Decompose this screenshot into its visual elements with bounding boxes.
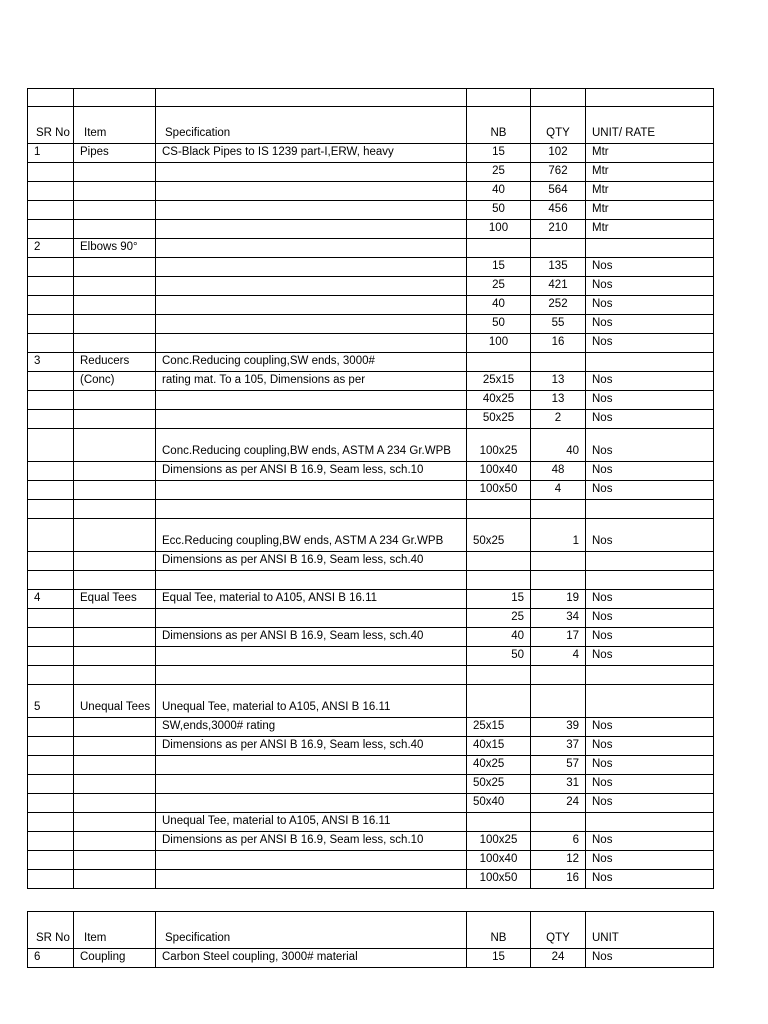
specification-cell <box>156 481 467 500</box>
qty-cell <box>531 500 586 519</box>
sr-no-cell <box>28 794 74 813</box>
item-cell <box>74 870 156 889</box>
qty-cell: 210 <box>531 220 586 239</box>
qty-cell: 34 <box>531 609 586 628</box>
unit-cell: Nos <box>586 718 714 737</box>
specification-cell <box>156 201 467 220</box>
sr-no-cell <box>28 775 74 794</box>
table-row <box>28 571 714 590</box>
qty-cell: 31 <box>531 775 586 794</box>
sr-no-cell <box>28 500 74 519</box>
sr-no-cell: 1 <box>28 144 74 163</box>
specification-cell <box>156 277 467 296</box>
header-specification: Specification <box>156 107 467 144</box>
qty-cell: 6 <box>531 832 586 851</box>
table-row <box>28 481 714 500</box>
item-cell <box>74 609 156 628</box>
item-cell <box>74 718 156 737</box>
unit-cell: Nos <box>586 949 714 968</box>
nb-cell: 40x25 <box>467 756 531 775</box>
specification-cell: Dimensions as per ANSI B 16.9, Seam less, sch.10 <box>156 832 467 851</box>
nb-cell: 15 <box>467 258 531 277</box>
table-row <box>28 258 714 277</box>
table-row <box>28 144 714 163</box>
qty-cell: 39 <box>531 718 586 737</box>
item-cell <box>74 201 156 220</box>
item-cell <box>74 647 156 666</box>
item-cell <box>74 410 156 429</box>
sr-no-cell <box>28 519 74 552</box>
table-row <box>28 334 714 353</box>
item-cell <box>74 296 156 315</box>
nb-cell: 100x25 <box>467 832 531 851</box>
specification-cell <box>156 334 467 353</box>
specification-cell <box>156 296 467 315</box>
sr-no-cell <box>28 334 74 353</box>
sr-no-cell <box>28 372 74 391</box>
header-specification: Specification <box>156 912 467 949</box>
nb-cell: 50x25 <box>467 775 531 794</box>
unit-cell: Nos <box>586 429 714 462</box>
header-item: Item <box>74 107 156 144</box>
specification-cell: Conc.Reducing coupling,BW ends, ASTM A 234 Gr.WPB <box>156 429 467 462</box>
header-sr-no: SR No <box>28 912 74 949</box>
table-row <box>28 296 714 315</box>
unit-cell: Nos <box>586 296 714 315</box>
header-nb: NB <box>467 107 531 144</box>
nb-cell: 15 <box>467 144 531 163</box>
item-cell: Coupling <box>74 949 156 968</box>
unit-cell: Mtr <box>586 220 714 239</box>
item-cell <box>74 756 156 775</box>
specification-cell: Equal Tee, material to A105, ANSI B 16.11 <box>156 590 467 609</box>
sr-no-cell <box>28 851 74 870</box>
sr-no-cell <box>28 628 74 647</box>
sr-no-cell <box>28 429 74 462</box>
specification-cell <box>156 410 467 429</box>
item-cell <box>74 89 156 107</box>
specification-cell: Ecc.Reducing coupling,BW ends, ASTM A 234 Gr.WPB <box>156 519 467 552</box>
header-unit: UNIT <box>586 912 714 949</box>
nb-cell <box>467 666 531 685</box>
specification-cell: SW,ends,3000# rating <box>156 718 467 737</box>
sr-no-cell <box>28 571 74 590</box>
header-qty: QTY <box>531 107 586 144</box>
unit-cell: Nos <box>586 258 714 277</box>
nb-cell: 100 <box>467 220 531 239</box>
unit-cell <box>586 500 714 519</box>
item-cell <box>74 429 156 462</box>
table-row <box>28 737 714 756</box>
item-cell <box>74 851 156 870</box>
sr-no-cell <box>28 609 74 628</box>
unit-cell: Nos <box>586 737 714 756</box>
nb-cell: 40 <box>467 182 531 201</box>
nb-cell: 25x15 <box>467 718 531 737</box>
qty-cell <box>531 353 586 372</box>
nb-cell: 50x25 <box>467 410 531 429</box>
qty-cell: 19 <box>531 590 586 609</box>
specification-cell <box>156 756 467 775</box>
nb-cell: 40x15 <box>467 737 531 756</box>
qty-cell: 57 <box>531 756 586 775</box>
unit-cell: Nos <box>586 277 714 296</box>
specification-cell <box>156 794 467 813</box>
nb-cell: 50 <box>467 315 531 334</box>
item-cell <box>74 832 156 851</box>
nb-cell <box>467 500 531 519</box>
table-row <box>28 500 714 519</box>
specification-cell <box>156 239 467 258</box>
nb-cell <box>467 813 531 832</box>
item-cell <box>74 666 156 685</box>
table-row <box>28 590 714 609</box>
specification-cell <box>156 220 467 239</box>
unit-cell <box>586 89 714 107</box>
qty-cell: 456 <box>531 201 586 220</box>
nb-cell <box>467 571 531 590</box>
qty-cell: 17 <box>531 628 586 647</box>
header-item: Item <box>74 912 156 949</box>
nb-cell: 25 <box>467 163 531 182</box>
specification-cell: Unequal Tee, material to A105, ANSI B 16.11 <box>156 813 467 832</box>
qty-cell: 13 <box>531 391 586 410</box>
specification-cell: Carbon Steel coupling, 3000# material <box>156 949 467 968</box>
qty-cell: 4 <box>531 481 586 500</box>
specification-cell <box>156 666 467 685</box>
nb-cell: 50x40 <box>467 794 531 813</box>
item-cell <box>74 775 156 794</box>
specification-cell: Dimensions as per ANSI B 16.9, Seam less, sch.40 <box>156 737 467 756</box>
sr-no-cell <box>28 647 74 666</box>
item-cell <box>74 258 156 277</box>
table-row <box>28 277 714 296</box>
sr-no-cell <box>28 737 74 756</box>
item-cell <box>74 737 156 756</box>
qty-cell: 55 <box>531 315 586 334</box>
qty-cell: 762 <box>531 163 586 182</box>
item-cell <box>74 163 156 182</box>
item-cell <box>74 315 156 334</box>
unit-cell: Mtr <box>586 201 714 220</box>
specification-cell: Unequal Tee, material to A105, ANSI B 16.11 <box>156 685 467 718</box>
specification-cell <box>156 182 467 201</box>
header-nb: NB <box>467 912 531 949</box>
specification-cell <box>156 89 467 107</box>
specification-cell <box>156 851 467 870</box>
unit-cell: Nos <box>586 334 714 353</box>
sr-no-cell <box>28 666 74 685</box>
table-row <box>28 647 714 666</box>
table-row <box>28 552 714 571</box>
specification-cell: rating mat. To a 105, Dimensions as per <box>156 372 467 391</box>
sr-no-cell <box>28 277 74 296</box>
qty-cell: 16 <box>531 870 586 889</box>
nb-cell: 40 <box>467 628 531 647</box>
qty-cell <box>531 813 586 832</box>
sr-no-cell <box>28 756 74 775</box>
qty-cell: 135 <box>531 258 586 277</box>
specification-cell <box>156 391 467 410</box>
specification-cell: Dimensions as per ANSI B 16.9, Seam less, sch.10 <box>156 462 467 481</box>
unit-cell: Nos <box>586 628 714 647</box>
sr-no-cell <box>28 481 74 500</box>
unit-cell: Nos <box>586 832 714 851</box>
unit-cell: Nos <box>586 391 714 410</box>
unit-cell <box>586 239 714 258</box>
item-cell: Equal Tees <box>74 590 156 609</box>
qty-cell: 4 <box>531 647 586 666</box>
nb-cell: 100 <box>467 334 531 353</box>
unit-cell <box>586 813 714 832</box>
sr-no-cell <box>28 296 74 315</box>
qty-cell <box>531 552 586 571</box>
qty-cell: 37 <box>531 737 586 756</box>
item-cell <box>74 334 156 353</box>
specification-cell <box>156 647 467 666</box>
nb-cell: 50 <box>467 647 531 666</box>
qty-cell: 13 <box>531 372 586 391</box>
qty-cell: 252 <box>531 296 586 315</box>
unit-cell: Nos <box>586 372 714 391</box>
nb-cell <box>467 89 531 107</box>
sr-no-cell: 5 <box>28 685 74 718</box>
item-cell <box>74 391 156 410</box>
sr-no-cell <box>28 832 74 851</box>
qty-cell: 564 <box>531 182 586 201</box>
nb-cell: 100x50 <box>467 481 531 500</box>
nb-cell: 100x40 <box>467 851 531 870</box>
table-row <box>28 182 714 201</box>
header-unit: UNIT/ RATE <box>586 107 714 144</box>
unit-cell: Nos <box>586 590 714 609</box>
specification-cell <box>156 609 467 628</box>
nb-cell: 50x25 <box>467 519 531 552</box>
nb-cell <box>467 685 531 718</box>
item-cell <box>74 628 156 647</box>
table-row <box>28 201 714 220</box>
sr-no-cell <box>28 410 74 429</box>
sr-no-cell: 4 <box>28 590 74 609</box>
table-row <box>28 756 714 775</box>
unit-cell: Nos <box>586 315 714 334</box>
nb-cell: 100x25 <box>467 429 531 462</box>
table-row <box>28 372 714 391</box>
qty-cell: 24 <box>531 794 586 813</box>
unit-cell: Nos <box>586 756 714 775</box>
item-cell <box>74 220 156 239</box>
table-row <box>28 832 714 851</box>
sr-no-cell <box>28 552 74 571</box>
table-row <box>28 391 714 410</box>
sr-no-cell: 2 <box>28 239 74 258</box>
sr-no-cell <box>28 201 74 220</box>
nb-cell <box>467 552 531 571</box>
nb-cell <box>467 239 531 258</box>
nb-cell: 40x25 <box>467 391 531 410</box>
materials-table-continued <box>27 911 714 968</box>
sr-no-cell <box>28 315 74 334</box>
specification-cell: Dimensions as per ANSI B 16.9, Seam less, sch.40 <box>156 628 467 647</box>
table-row <box>28 718 714 737</box>
qty-cell <box>531 685 586 718</box>
qty-cell <box>531 666 586 685</box>
item-cell: Reducers <box>74 353 156 372</box>
table-row <box>28 870 714 889</box>
item-cell <box>74 481 156 500</box>
sr-no-cell <box>28 182 74 201</box>
unit-cell: Nos <box>586 609 714 628</box>
table-row <box>28 851 714 870</box>
qty-cell: 24 <box>531 949 586 968</box>
table-row <box>28 462 714 481</box>
nb-cell: 15 <box>467 590 531 609</box>
table-row <box>28 628 714 647</box>
unit-cell: Nos <box>586 870 714 889</box>
specification-cell <box>156 315 467 334</box>
qty-cell: 421 <box>531 277 586 296</box>
table-row <box>28 949 714 968</box>
sr-no-cell <box>28 391 74 410</box>
nb-cell: 100x50 <box>467 870 531 889</box>
table-row <box>28 519 714 552</box>
table-row <box>28 794 714 813</box>
sr-no-cell: 3 <box>28 353 74 372</box>
nb-cell: 25x15 <box>467 372 531 391</box>
unit-cell: Nos <box>586 794 714 813</box>
item-cell: Unequal Tees <box>74 685 156 718</box>
nb-cell <box>467 353 531 372</box>
specification-cell <box>156 870 467 889</box>
item-cell <box>74 519 156 552</box>
sr-no-cell <box>28 718 74 737</box>
qty-cell <box>531 89 586 107</box>
specification-cell: CS-Black Pipes to IS 1239 part-I,ERW, heavy <box>156 144 467 163</box>
qty-cell <box>531 239 586 258</box>
item-cell <box>74 571 156 590</box>
unit-cell <box>586 666 714 685</box>
nb-cell: 25 <box>467 277 531 296</box>
nb-cell: 40 <box>467 296 531 315</box>
table-row <box>28 410 714 429</box>
sr-no-cell <box>28 813 74 832</box>
nb-cell: 100x40 <box>467 462 531 481</box>
qty-cell: 12 <box>531 851 586 870</box>
table-row <box>28 353 714 372</box>
specification-cell <box>156 775 467 794</box>
materials-table <box>27 88 714 889</box>
table-row <box>28 685 714 718</box>
table-row <box>28 666 714 685</box>
item-cell <box>74 182 156 201</box>
specification-cell <box>156 500 467 519</box>
sr-no-cell <box>28 462 74 481</box>
qty-cell: 1 <box>531 519 586 552</box>
table-row <box>28 220 714 239</box>
nb-cell: 50 <box>467 201 531 220</box>
table-row <box>28 239 714 258</box>
table-row <box>28 163 714 182</box>
unit-cell: Nos <box>586 647 714 666</box>
table-row <box>28 429 714 462</box>
unit-cell: Nos <box>586 851 714 870</box>
item-cell <box>74 277 156 296</box>
item-cell <box>74 813 156 832</box>
unit-cell: Nos <box>586 775 714 794</box>
specification-cell: Conc.Reducing coupling,SW ends, 3000# <box>156 353 467 372</box>
specification-cell: Dimensions as per ANSI B 16.9, Seam less, sch.40 <box>156 552 467 571</box>
unit-cell: Nos <box>586 410 714 429</box>
sr-no-cell <box>28 220 74 239</box>
qty-cell: 48 <box>531 462 586 481</box>
unit-cell: Nos <box>586 462 714 481</box>
sr-no-cell <box>28 163 74 182</box>
item-cell <box>74 500 156 519</box>
unit-cell: Mtr <box>586 144 714 163</box>
unit-cell <box>586 685 714 718</box>
item-cell: Pipes <box>74 144 156 163</box>
qty-cell <box>531 571 586 590</box>
item-cell <box>74 462 156 481</box>
specification-cell <box>156 258 467 277</box>
qty-cell: 40 <box>531 429 586 462</box>
item-cell <box>74 794 156 813</box>
qty-cell: 16 <box>531 334 586 353</box>
unit-cell: Nos <box>586 481 714 500</box>
item-cell: Elbows 90° <box>74 239 156 258</box>
table-row <box>28 775 714 794</box>
specification-cell <box>156 571 467 590</box>
unit-cell <box>586 571 714 590</box>
header-sr-no: SR No <box>28 107 74 144</box>
unit-cell <box>586 353 714 372</box>
qty-cell: 102 <box>531 144 586 163</box>
table-row <box>28 315 714 334</box>
qty-cell: 2 <box>531 410 586 429</box>
unit-cell: Mtr <box>586 182 714 201</box>
nb-cell: 25 <box>467 609 531 628</box>
sr-no-cell <box>28 258 74 277</box>
sr-no-cell: 6 <box>28 949 74 968</box>
nb-cell: 15 <box>467 949 531 968</box>
unit-cell: Nos <box>586 519 714 552</box>
table-row <box>28 813 714 832</box>
header-row <box>28 107 714 144</box>
sr-no-cell <box>28 89 74 107</box>
item-cell: (Conc) <box>74 372 156 391</box>
table-row <box>28 89 714 107</box>
unit-cell <box>586 552 714 571</box>
sr-no-cell <box>28 870 74 889</box>
header-qty: QTY <box>531 912 586 949</box>
table-row <box>28 609 714 628</box>
header-row <box>28 912 714 949</box>
specification-cell <box>156 163 467 182</box>
unit-cell: Mtr <box>586 163 714 182</box>
item-cell <box>74 552 156 571</box>
